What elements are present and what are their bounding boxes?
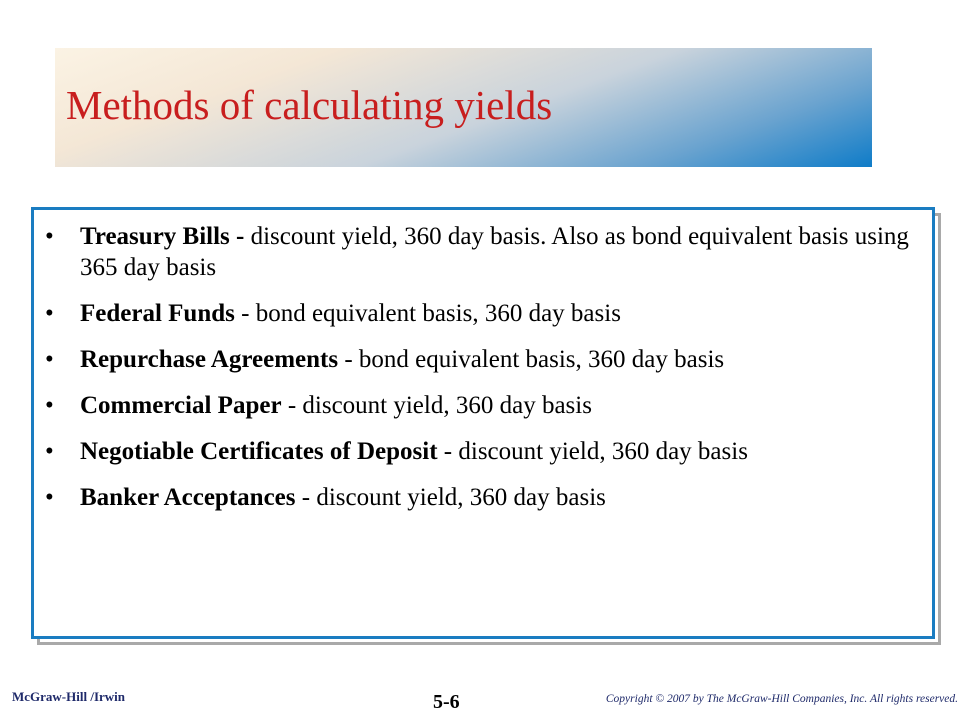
bullet-text: - discount yield, 360 day basis: [281, 392, 592, 419]
bullet-text: discount yield, 360 day basis. Also as bond equivalent basis using 365 day basis: [80, 223, 909, 281]
bullet-dot: •: [45, 484, 54, 511]
bullet-item-repurchase-agreements: [45, 344, 915, 375]
bullet-item-commercial-paper: [45, 390, 915, 421]
bullet-term: Negotiable Certificates of Deposit: [80, 438, 438, 465]
bullet-dot: •: [45, 438, 54, 465]
bullet-dot: •: [45, 300, 54, 327]
bullet-term: Federal Funds: [80, 300, 235, 327]
bullet-item-negotiable-cds: [45, 436, 915, 467]
footer-copyright: Copyright © 2007 by The McGraw-Hill Companies, Inc. All rights reserved.: [605, 693, 958, 705]
footer-publisher: McGraw-Hill /Irwin: [12, 689, 126, 704]
page-number: 5-6: [433, 691, 460, 713]
bullet-text: - bond equivalent basis, 360 day basis: [234, 300, 621, 327]
bullet-dot: •: [45, 223, 54, 250]
slide-title: Methods of calculating yields: [66, 82, 553, 128]
content-box: [31, 207, 935, 639]
bullet-dot: •: [45, 392, 54, 419]
bullet-text: - discount yield, 360 day basis: [295, 484, 606, 511]
bullet-text: - discount yield, 360 day basis: [437, 438, 748, 465]
bullet-term: Repurchase Agreements: [80, 346, 339, 373]
bullet-item-treasury-bills: [45, 221, 915, 283]
bullet-list: [45, 221, 915, 528]
bullet-dot: •: [45, 346, 54, 373]
bullet-term: Commercial Paper: [80, 392, 282, 419]
bullet-term: Treasury Bills -: [80, 223, 251, 250]
bullet-item-federal-funds: [45, 298, 915, 329]
bullet-term: Banker Acceptances: [80, 484, 296, 511]
bullet-item-banker-acceptances: [45, 482, 915, 513]
bullet-text: - bond equivalent basis, 360 day basis: [338, 346, 725, 373]
